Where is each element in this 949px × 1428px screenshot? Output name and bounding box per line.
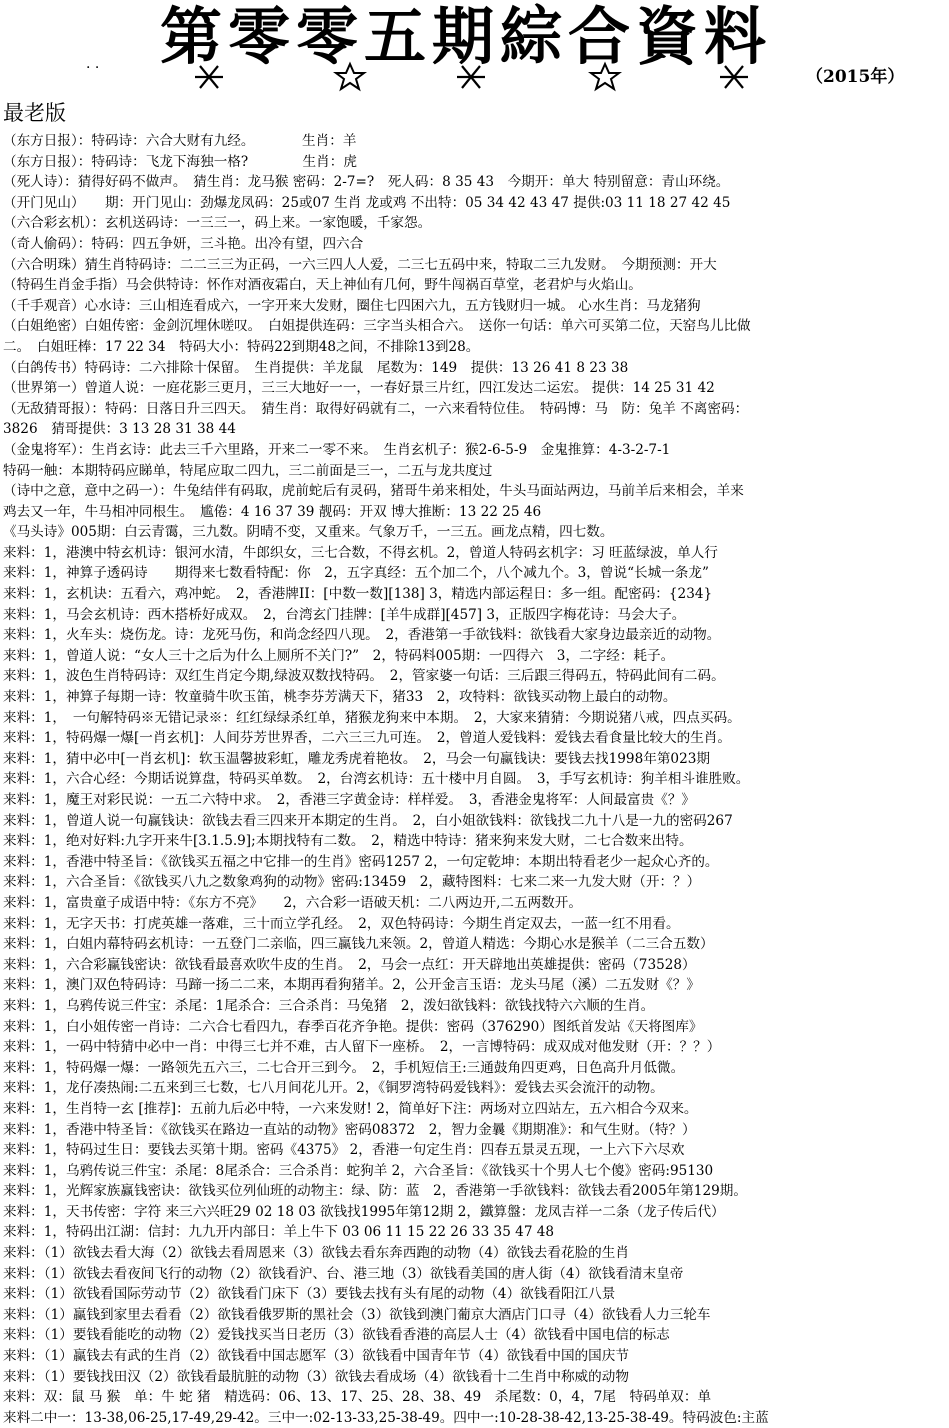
text-line: （诗中之意，意中之码一）：牛兔结伴有码取，虎前蛇后有灵码，猪哥牛弟来相处，牛头马面站两边，马前羊后来相会，羊来	[3, 483, 744, 500]
text-line: 来料：（1）赢钱到家里去看看（2）欲钱看俄罗斯的黑社会（3）欲钱到澳门葡京大酒店门口寻（4）欲钱看人力三轮车	[3, 1306, 711, 1323]
text-line: （无敌猜哥报）：特码：日落日升三四天。 猜生肖：取得好码就有二，一六来看特位佳。 特码博：马 防：兔羊 不离密码：	[3, 400, 749, 417]
star-icon	[591, 64, 619, 89]
text-line: 来料：1，马会玄机诗：西木搭桥好成双。 2，台湾玄门挂牌：[羊牛成群][457] 3，正版四字梅花诗：马会大子。	[3, 606, 686, 623]
page-title: 第零零五期綜合資料	[160, 0, 773, 73]
text-line: （东方日报）：特码诗：飞龙下海独一格? 生肖：虎	[3, 153, 357, 170]
text-line: 来料：1，六合圣旨：《欲钱买八九之数象鸡狗的动物》密码:13459 2，藏特图料：七来二来一九发大财（开：？）	[3, 874, 701, 891]
asterisk-icon	[195, 66, 223, 88]
page-header	[0, 0, 949, 98]
text-line: 来料：1，波色生肖特码诗：双红生肖定今期,绿波双数找特码。 2，管家婆一句话：三后跟三得码五，特码此间有二码。	[3, 668, 725, 685]
star-icon	[336, 64, 364, 89]
text-line: 来料：1，特码过生日：要钱去买第十期。密码《4375》 2，香港一句定生肖：四春五景灵五现，一上六下六尽欢	[3, 1142, 685, 1159]
text-line: 来料：1， 一句解特码※无错记录※：红红绿绿杀红单，猪猴龙狗来中本期。 2，大家来猜猜：今期说猪八戒，四点买码。	[3, 709, 741, 726]
text-line: 《马头诗》005期：白云青霭，三九数。阴晴不变，又重来。气象万千，一三五。画龙点精，四七数。	[3, 524, 614, 541]
text-line: 来料：1，玄机诀：五看六，鸡冲蛇。 2，香港牌II：[中数一数][138] 3，精选内部运程日：多一组。配密码：{234}	[3, 586, 713, 603]
text-line: 来料：（1）赢钱去有武的生肖（2）欲钱看中国志愿军（3）欲钱看中国青年节（4）欲钱看中国的国庆节	[3, 1348, 629, 1365]
text-line: 来料：1，光辉家族赢钱密诀：欲钱买位列仙班的动物主：绿、防：蓝 2，香港第一手欲钱料：欲钱去看2005年第129期。	[3, 1183, 747, 1200]
text-line: 来料：1，一码中特猜中必中一肖：中得三七并不难，古人留下一座桥。 2，一言博特码：成双成对他发财（开：？？）	[3, 1039, 721, 1056]
text-line: 来料：1，港澳中特玄机诗：银河水清，牛郎织女，三七合数，不得玄机。2，曾道人特码玄机字：习 旺蓝绿波，单人行	[3, 544, 718, 561]
text-line: 来料：1，无字天书：打虎英雄一落难，三十而立学孔经。 2，双色特码诗：今期生肖定双去，一蓝一红不用看。	[3, 915, 680, 932]
text-line: 来料二中一：13-38,06-25,17-49,29-42。三中一:02-13-33,25-38-49。四中一:10-28-38-42,13-25-38-49。特码波色:主蓝	[3, 1409, 769, 1426]
text-line: 来料：双：鼠 马 猴 单：牛 蛇 猪 精选码：06、13、17、25、28、38、49 杀尾数：0，4，7尾 特码单双：单	[3, 1389, 712, 1406]
text-line: 鸡去又一年，牛马相冲同根生。 尴倦：4 16 37 39 靓码：开双 博大推断：13 22 25 46	[3, 503, 542, 520]
text-line: 来料：1，白姐内幕特码玄机诗：一五登门二亲临，四三赢钱九来领。2，曾道人精选：今期心水是猴羊（二三合五数）	[3, 936, 714, 953]
text-line: 来料：1，特码爆一爆：一路领先五六三，二七合开三到今。 2，手机短信王:三通鼓角四更鸡，日色高升月低微。	[3, 1059, 685, 1076]
decorative-stars-row	[195, 62, 755, 92]
text-line: 来料：1，六合心经：今期话说算盘，特码买单数。 2，台湾玄机诗：五十楼中月自圆。 3，手写玄机诗：狗羊相斗谁胜败。	[3, 771, 750, 788]
text-line: 来料：1，龙仔凑热闹:二五来到三七数，七八月间花儿开。2，《铜罗湾特码爱钱料》：爱钱去买会流汗的动物。	[3, 1080, 664, 1097]
text-line: 来料：1，神算子透码诗 期得来七数看特配：你 2，五字真经：五个加二个，八个减九个。3，曾说“长城一条龙”	[3, 565, 709, 582]
edition-label: 最老版	[3, 101, 66, 125]
text-line: 来料：1，六合彩赢钱密诀：欲钱看最喜欢吹牛皮的生肖。 2，马会一点红：开天辟地出英雄提供：密码（73528）	[3, 956, 696, 973]
text-line: （六合彩玄机）：玄机送码诗：一三三一，码上来。一家饱暖，千家怨。	[3, 215, 432, 232]
text-line: 来料：1，曾道人说一句赢钱诀：欲钱去看三四来开本期定的生肖。 2，白小姐欲钱料：欲钱找二九十八是一九的密码267	[3, 812, 733, 829]
text-line: 来料：1，乌鸦传说三件宝：杀尾：8尾杀合：三合杀肖：蛇狗羊 2，六合圣旨：《欲钱买十个男人七个傻》密码:95130	[3, 1162, 714, 1179]
text-line: 来料：1，绝对好料:九字开来牛[3.1.5.9];本期找特有二数。 2，精选中特诗：猪来狗来发大财，二七合数来出特。	[3, 833, 693, 850]
text-line: 3826 猜哥提供：3 13 28 31 38 44	[3, 421, 236, 438]
text-line: 来料：1，曾道人说：“女人三十之后为什么上厕所不关门?” 2，特码料005期：一四得六 3，二字经：耗子。	[3, 647, 675, 664]
year-label: （2015年）	[806, 67, 905, 87]
text-line: 来料：1，天书传密：字符 来三六兴旺29 02 18 03 欲钱找1995年第12期 2，鐵算盤：龙凤吉祥一二条（龙子传后代）	[3, 1203, 725, 1220]
asterisk-icon	[720, 66, 748, 88]
text-line: 二。 白姐旺棒：17 22 34 特码大小：特码22到期48之间，不排除13到28。	[3, 338, 480, 355]
text-line: 来料：1，火车头：烧伤龙。诗：龙死马伤，和尚念经四八现。 2，香港第一手欲钱料：欲钱看大家身边最亲近的动物。	[3, 627, 721, 644]
text-line: （白姐绝密）白姐传密：金剑沉埋休嗟叹。 白姐提供连码：三字当头相合六。 送你一句话：单六可买第二位，天窑鸟儿比做	[3, 318, 751, 335]
text-line: 来料：1，香港中特圣旨：《欲钱买在路边一直站的动物》密码08372 2，智力金曩《期期准》：和气生财。（特？）	[3, 1121, 696, 1138]
text-line: （奇人偷码）：特码：四五争妍，三斗艳。出冷有望，四六合	[3, 235, 364, 252]
text-line: 来料：1，神算子每期一诗：牧童骑牛吹玉笛，桃李芬芳满天下，猪33 2，攻特料：欲钱买动物上最白的动物。	[3, 689, 677, 706]
text-line: 来料：1，生肖特一玄 [推荐]：五前九后必中特，一六来发财! 2，简单好下注：两场对立四站左，五六相合今双来。	[3, 1100, 698, 1117]
text-line: 特码一触：本期特码应睇单，特尾应取二四九，三二前面是三一，二五与龙共度过	[3, 462, 493, 479]
text-line: 来料：1，乌鸦传说三件宝：杀尾：1尾杀合：三合杀肖：马兔猪 2，泼妇欲钱料：欲钱找特六六顺的生肖。	[3, 997, 655, 1014]
text-line: 来料：（1）欲钱去看夜间飞行的动物（2）欲钱看沪、台、港三地（3）欲钱看美国的唐人街（4）欲钱看清末皇帝	[3, 1265, 684, 1282]
text-line: （千手观音）心水诗：三山相连看成六，一字开来大发财，圈住七四困六九，五方钱财归一城。 心水生肖：马龙猪狗	[3, 297, 701, 314]
text-line: 来料：1，富贵童子成语中特：《东方不亮》 2，六合彩一语破天机：二八两边开,二五两数开。	[3, 894, 582, 911]
text-line: 来料：（1）欲钱看国际劳动节（2）欲钱看门床下（3）要钱去找有头有尾的动物（4）欲钱看阳江八景	[3, 1286, 616, 1303]
text-line: 来料：（1）要钱找田汉（2）欲钱看最肮脏的动物（3）欲钱去看成场（4）欲钱看十二生肖中称威的动物	[3, 1368, 629, 1385]
text-line: 来料：1，特码爆一爆[一肖玄机]：人间芬芳世界香，二六三三九可连。 2，曾道人爱钱料：爱钱去看食量比较大的生肖。	[3, 730, 731, 747]
document-body	[3, 131, 947, 1426]
text-line: 来料：（1）要钱看能吃的动物（2）爱钱找买当日老历（3）欲钱看香港的高层人士（4）欲钱看中国电信的标志	[3, 1327, 670, 1344]
text-line: 来料：1，特码出江湖：信封：九九开内部日：羊上牛下 03 06 11 15 22 26 33 35 47 48	[3, 1224, 555, 1241]
text-line: （六合明珠）猜生肖特码诗：二二三三为正码，一六三四人人爱，二三七五码中来，特取二三九发财。 今期预测：开大	[3, 256, 717, 273]
text-line: （死人诗）：猜得好码不做声。 猜生肖：龙马猴 密码：2-7=? 死人码：8 35 43 今期开：单大 特别留意：青山环绕。	[3, 174, 730, 191]
text-line: （东方日报）：特码诗：六合大财有九经。 生肖：羊	[3, 133, 357, 149]
asterisk-icon	[457, 66, 485, 88]
decorative-dots: · ·	[86, 60, 100, 76]
text-line: （开门见山） 期：开门见山：劲爆龙凤码：25或07 生肖 龙或鸡 不出特：05 34 42 43 47 提供:03 11 18 27 42 45	[3, 194, 731, 211]
text-line: （金鬼将军）：生肖玄诗：此去三千六里路，开来二一零不来。 生肖玄机子：猴2-6-5-9 金鬼推算：4-3-2-7-1	[3, 441, 671, 458]
text-line: （世界第一）曾道人说：一庭花影三更月，三三大地好一一，一春好景三片红，四江发达二运宏。 提供：14 25 31 42	[3, 380, 715, 397]
text-line: 来料：1，猜中必中[一肖玄机]：软玉温馨披彩虹，雕龙秀虎着艳妆。 2，马会一句赢钱诀：要钱去找1998年第023期	[3, 750, 710, 767]
text-line: 来料：1，澳门双色特码诗：马蹄一扬二二来，本期再看狗猪羊。2，公开金言玉语：龙头马尾（溪）二五发财《？》	[3, 977, 700, 994]
text-line: （白鸽传书）特码诗：二六排除十保留。 生肖提供：羊龙鼠 尾数为：149 提供：13 26 41 8 23 38	[3, 359, 629, 376]
text-line: （特码生肖金手指）马会供特诗：怀作对酒夜霜白，天上神仙有几何，野牛闯祸百草堂，老君炉与火焰山。	[3, 277, 642, 294]
text-line: 来料：1，白小姐传密一肖诗：二六合七看四九，春季百花齐争艳。提供：密码（376290）图纸首发站《天将图库》	[3, 1018, 703, 1035]
text-line: 来料：（1）欲钱去看大海（2）欲钱去看周恩来（3）欲钱去看东奔西跑的动物（4）欲钱去看花脸的生肖	[3, 1245, 629, 1262]
text-line: 来料：1，魔王对彩民说：一五二六特中求。 2，香港三字黄金诗：样样爱。 3，香港金鬼将军：人间最富贵《？》	[3, 792, 696, 808]
text-line: 来料：1，香港中特圣旨：《欲钱买五福之中它排一的生肖》密码1257 2，一句定乾坤：本期出特看老少一起众心齐的。	[3, 853, 719, 870]
